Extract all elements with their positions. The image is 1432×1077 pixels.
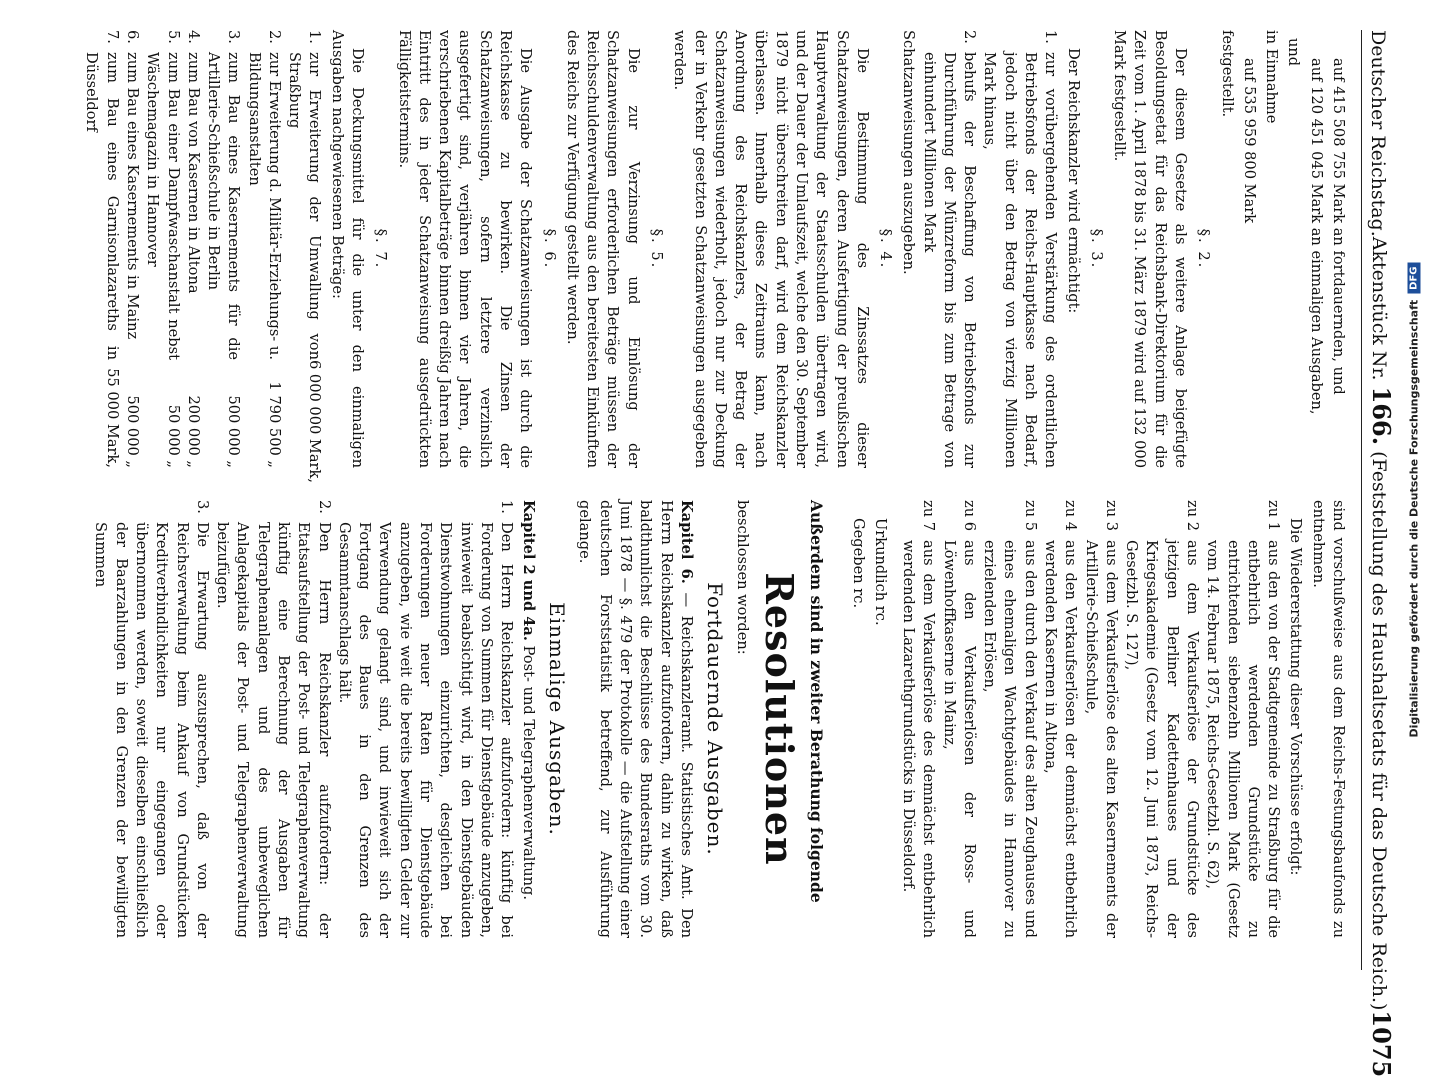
list-item [334,500,517,938]
item-amount: 200 000 „ [184,395,202,468]
list-item [1202,500,1283,938]
table-row [243,30,284,468]
list-item [90,500,212,938]
item-text: Den Herrn Reichskanzler aufzufordern: der Etatsaufstellung der Post- und Telegraphenverwaltung künftig eine Berechnung der Ausgaben für Telegraphenanlagen und des unbeweglichen Anlagekapitals der Post- und Telegraphenverwaltung beizufügen. [214,522,333,938]
header-left: Deutscher Reichstag. [1366,30,1389,237]
section-text: Der diesem Gesetze als weitere Anlage beigefügte Besoldungsetat für das Reichsbank-Direktorium für die Zeit vom 1. April 1878 bis 31. März 1879 wird auf 132 000 Mark festgestellt. [1111,30,1190,468]
item-number: zu 7 [920,500,938,532]
item-text: aus dem Verkaufserlöse des demnächst entbehrlich werdenden Lazarethgrundstücks in Düsseldorf. [900,540,938,938]
list-item [898,500,939,938]
closing-line: Gegeben rc. [849,518,867,609]
item-number: 1. [498,500,516,514]
section-heading: §. 6. [540,228,558,270]
item-amount: 50 000 „ [164,404,182,468]
item-text: zum Bau einer Dampfwaschanstalt nebst Wäschemagazin in Hannover [144,52,182,360]
item-text: zum Bau eines Kasernements für die Artillerie-Schießschule in Berlin [205,52,243,360]
item-text: zum Bau eines Kasernements in Mainz [123,52,141,340]
section-heading: §. 4. [877,228,895,270]
text-line: in Einnahme [1263,30,1281,124]
resolved-end: beschlossen worden: [733,500,751,655]
table-row [284,30,325,484]
item-number: 2. [265,30,283,44]
item-text: aus dem Verkaufserlöse der Grundstücke des jetzigen Berliner Kadettenhauses und der Kriegsakademie (Gesetz vom 12. Juni 1873, Reichs-Gesetzbl. S. 127), [1123,540,1202,938]
page-header [1361,30,1396,1077]
list-item [979,500,1040,938]
section-text: Die Wiedererstattung dieser Vorschüsse erfolgt: [1287,518,1305,876]
funding-note-text: Digitalisierung gefördert durch die Deutsche Forschungsgemeinschaft [1407,299,1421,738]
item-text: Die Erwartung auszusprechen, daß von der Reichsverwaltung beim Ankauf von Grundstücken Kreditverbindlichkeiten nur eingegangen oder übernommen werden, soweit dieselben einschließlich der Baarzahlungen in den Grenzen der bewilligten Summen [92,522,211,938]
item-number: 6. [123,30,141,44]
header-number: 166. [1366,386,1396,446]
closing-line: Urkundlich rc. [871,518,889,626]
item-number: zu 5 [1021,500,1039,532]
item-text: aus den Verkaufserlösen der demnächst entbehrlich werdenden Kasernen in Altona, [1042,540,1080,938]
item-number: zu 3 [1102,500,1120,532]
section-text: Der Reichskanzler wird ermächtigt: [1064,48,1082,314]
text-line: auf 415 508 755 Mark an fortdauernden, und [1330,58,1347,395]
text-line: auf 535 959 800 Mark [1240,58,1258,224]
item-text: zur Erweiterung d. Militär-Erziehungs- u. Bildungsanstalten [245,52,283,360]
item-number: 2. [961,30,979,44]
item-number: 3. [225,30,243,44]
left-column [81,30,1348,484]
list-item [212,500,334,938]
section-heading-einmalig: Einmalige Ausgaben. [545,602,570,836]
table-row [203,30,244,468]
section-text: Die zur Verzinsung und Einlösung der Schatzanweisungen erforderlichen Beträge müssen der Reichsschuldenverwaltung aus den bereitesten Einkünften des Reichs zur Verfügung gestellt werden. [563,30,642,468]
list-item [938,500,979,938]
chapter-label: Kapitel 2 und 4a. [520,500,538,641]
text-line: und [1285,38,1303,67]
item-number: 5. [164,30,182,44]
table-row [122,30,142,468]
item-number: 2. [315,500,333,514]
list-item [1080,500,1121,938]
text-line: festgestellt. [1218,30,1236,118]
resolved-intro: Außerdem sind in zweiter Berathung folgende [807,500,827,903]
page-number: 1075 [1366,1010,1396,1077]
chapter-label: Kapitel 6. [677,500,695,584]
table-row [142,30,183,468]
item-text: zum Bau von Kasernen in Altona [184,52,202,294]
header-aktenstueck: Aktenstück Nr. [1367,236,1390,381]
list-item [1121,500,1202,938]
item-number: 1. [1042,30,1060,44]
section-heading: §. 2. [1195,228,1213,270]
resolutions-title: Resolutionen [756,572,802,866]
header-title: (Feststellung des Haushaltsetats für das Deutsche Reich.) [1367,451,1390,1011]
section-text: Schatzanweisungen auszugeben. [900,30,918,275]
item-amount: 1 790 500 „ [265,381,283,468]
item-text: Den Herrn Reichskanzler aufzufordern: künftig bei Forderung von Summen für Dienstgebäude anzugeben, inwieweit beabsichtigt wird, in den Dienstgebäuden Dienstwohnungen einzurichten, desgleichen bei Forderungen neuer Raten für Dienstgebäude anzugeben, wie weit die bereits bewilligten Gelder zur Verwendung gelangt sind, und inwieweit sich der Fortgang des Baues in den Grenzen des Gesammtanschlags hält. [335,522,516,938]
chapter-text: — Reichskanzleramt. Statistisches Amt. Den Herrn Reichskanzler aufzufordern, dahin zu wirken, daß baldthunlichst die Beschlüsse des Bundesraths vom 30. Juni 1878 — §. 479 der Protokolle — die Aufstellung einer deutschen Forststatistik betreffend, zur Ausführung gelange. [576,500,695,938]
item-amount: 6 000 000 Mark, [306,360,324,484]
rotated-content [36,30,1396,1077]
section-text: Die Deckungsmittel für die unter den einmaligen Ausgaben nachgewiesenen Beträge: [328,30,367,468]
section-heading-fortdauernd: Fortdauernde Ausgaben. [702,582,727,856]
section-text: Die Bestimmung des Zinssatzes dieser Schatzanweisungen, deren Ausfertigung der preußischen Hauptverwaltung der Staatsschulden übertragen wird, und der Dauer der Umlaufszeit, welche den 30. September 1879 nicht überschreiten darf, wird dem Reichskanzler überlassen. Innerhalb dieses Zeitraums kann, nach Anordnung des Reichskanzlers, der Betrag der Schatzanweisungen wiederholt, jedoch nur zur Deckung der in Verkehr gesetzten Schatzanweisungen ausgegeben werden. [671,30,871,468]
item-number: zu 2 [1184,500,1202,532]
section-heading: §. 5. [648,228,665,270]
list-item [1040,500,1081,938]
item-text: zum Bau eines Garnisonlazareths in Düsseldorf [83,52,121,360]
item-text: behufs der Beschaffung von Betriebsfonds zur Durchführung der Münzreform bis zum Betrage von einhundert Millionen Mark [920,52,979,468]
item-amount: 500 000 „ [225,395,243,468]
item-text: zur vorübergehenden Verstärkung des ordentlichen Betriebsfonds der Reichs-Hauptkasse nach Bedarf, jedoch nicht über den Betrag von vierzig Millionen Mark hinaus, [981,52,1060,468]
item-number: 4. [184,30,202,44]
item-text: aus den durch den Verkauf des alten Zeughauses und eines ehemaligen Wachtgebäudes in Hannover zu erzielenden Erlösen, [981,540,1039,938]
table-row [183,30,203,468]
header-center [1366,237,1395,1011]
dfg-logo: DFG [1408,262,1421,293]
item-text: aus den von der Stadtgemeinde zu Straßburg für die entbehrlich werdenden Grundstücke zu entrichtenden siebenzehn Millionen Mark (Gesetz vom 14. Februar 1875, Reichs-Gesetzbl. S. 62), [1204,540,1283,938]
chapter-text: Post- und Telegraphenverwaltung. [520,645,538,901]
item-number: zu 4 [1062,500,1080,532]
list-item [979,30,1060,468]
list-item [918,30,979,468]
section-heading: §. 7. [372,228,390,270]
right-column [90,500,1348,938]
item-text: zur Erweiterung der Umwallung von Straßburg [286,52,324,360]
item-number: 1. [306,30,324,44]
item-number: 7. [103,30,121,44]
item-amount: 55 000 Mark, [103,368,121,468]
item-number: zu 1 [1265,500,1283,532]
section-text: sind vorschußweise aus dem Reichs-Festungsbaufonds zu entnehmen. [1309,500,1347,938]
item-number: 3. [193,500,211,514]
item-amount: 500 000 „ [123,395,141,468]
section-heading: §. 3. [1087,228,1105,270]
item-text: aus dem Verkaufserlöse des alten Kasernements der Artillerie-Schießschule, [1082,540,1120,938]
table-row [81,30,122,468]
page-sheet [36,30,1396,1077]
text-line: auf 120 451 045 Mark an einmaligen Ausgaben, [1307,58,1325,415]
item-number: zu 6 [960,500,978,532]
section-text: Die Ausgabe der Schatzanweisungen ist durch die Reichskasse zu bewirken. Die Zinsen der Schatzanweisungen, sofern letztere verzinslich ausgefertigt sind, verjähren binnen vier Jahren, die verschriebenen Kapitalbeträge binnen dreißig Jahren nach Eintritt des in jeder Schatzanweisung ausgedrückten Fälligkeitstermins. [395,30,535,468]
item-text: aus den Verkaufserlösen der Ross- und Löwenhoffkaserne in Mainz, [940,540,978,938]
